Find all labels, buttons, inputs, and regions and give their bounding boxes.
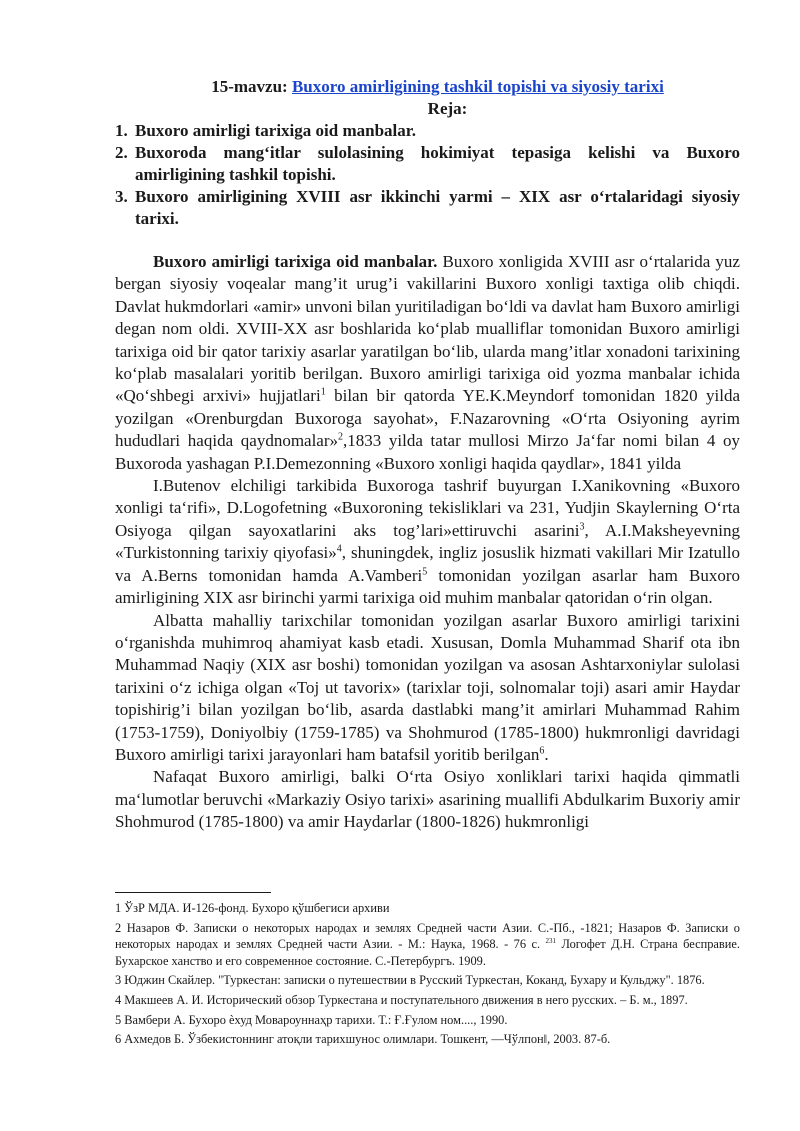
plan-item-number: 2. — [115, 143, 128, 162]
footnote-ref[interactable]: 3 — [579, 521, 585, 533]
footnote: 1 ЎзР МДА. И-126-фонд. Бухоро қўшбегиси архиви — [115, 901, 390, 915]
document-page — [115, 76, 740, 834]
plan-item — [115, 186, 740, 230]
paragraph-text: , A.I.Maksheyevning «Turkistonning tarixiy qiyofasi» — [115, 520, 740, 563]
topic-title-link[interactable]: Buxoro amirligining tashkil topishi va siyosiy tarixi — [291, 77, 664, 96]
plan-item — [115, 120, 740, 142]
plan-item-number: 1. — [115, 121, 128, 140]
paragraph-text: , shuningdek, ingliz josuslik hizmati vakillari Mir Izatullo va A.Berns tomonidan hamda A.Vamberi — [115, 543, 740, 585]
topic-prefix: 15-mavzu: — [211, 77, 292, 96]
paragraph-text: I.Butenov elchiligi tarkibida Buxoroga tashrif buyurgan I.Xanikovning «Buxoro xonligi ta‘rifi», D.Logofetning «Buxoroning tekisliklari va 231, Yudjin Skaylerning O‘rta Osiyoga qilgan sayoxatlarini aks tog’lari»ettiruvchi asarini — [115, 476, 740, 540]
topic-heading — [135, 76, 740, 98]
footnote: 6 Ахмедов Б. Ўзбекистоннинг атоқли тарихшунос олимлари. Тошкент, ―Чўлпонǁ, 2003. 87-б. — [115, 1032, 611, 1047]
footnote: 4 Макшеев А. И. Исторический обзор Туркестана и поступательного движения в него русских. – Б. м., 1897. — [115, 992, 688, 1007]
paragraph-text: Nafaqat Buxoro amirligi, balki O‘rta Osiyo xonliklari tarixi haqida qimmatli ma‘lumotlar beruvchi «Markaziy Osiyo tarixi» asarining muallifi Abdulkarim Buxoriy amir Shohmurod (1785-1800) va amir Haydarlar (1800-1826) hukmronligi — [115, 767, 740, 832]
plan-label: Reja: — [427, 99, 468, 118]
footnote-text: 2 Назаров Ф. Записки о некоторых народах и землях Средней части Азии. С.-Пб., -1821; Назаров Ф. Записки о некоторых народах и землях Средней части Азии. - М.: Наука, 1968. - 76 с. — [115, 920, 740, 952]
body-text — [115, 251, 740, 834]
paragraph-text: Albatta mahalliy tarixchilar tomonidan yozilgan asarlar Buxoro amirligi tarixini o‘rganishda muhimroq ahamiyat kasb etadi. Xususan, Domla Muhammad Sharif ota ibn Muhammad Naqiy (XIX asr boshi) tomonidan yozilgan va asosan Ashtarxoniylar sulolasi tarixini o‘z ichiga olgan «Toj ut tavorix» (tarixlar toji, solnomalar toji) asari amir Haydar topishirig’i bilan yozilgan bo‘lib, asarda dastlabki mang’it amirlari Muhammad Rahim (1753-1759), Doniyolbiy (1759-1785) va Shohmurod (1785-1800) hukmronligi davridagi Buxoro amirligi tarixi jarayonlari ham batafsil yoritib berilgan — [115, 610, 740, 764]
paragraph-text: Buxoro xonligida XVIII asr o‘rtalarida yuz bergan siyosiy voqealar mang’it urug’i vakillarini Buxoro xonligi taxtiga olib chiqdi. Davlat hukmdorlari «amir» unvoni bilan yuritiladigan bo‘ldi va davlat ham Buxoro amirligi degan nom oldi. XVIII-XX asr boshlarida ko‘plab mualliflar tomonidan Buxoro amirligi tarixiga oid bir qator tarixiy asarlar yaratilgan bo‘lib, ularda mang’itlar xonadoni tarixining ko‘plab masalalari yoritib berilgan. Buxoro amirligi tarixiga oid yozma manbalar ichida «Qo‘shbegi arxivi» hujjatlari — [115, 252, 740, 406]
footnote-ref[interactable]: 4 — [336, 543, 342, 555]
footnote-ref[interactable]: 1 — [320, 386, 326, 398]
paragraph-text: bilan bir qatorda YE.K.Meyndorf tomonidan 1820 yilda yozilgan «Orenburgdan Buxoroga sayohat», F.Nazarovning «O‘rta Osiyoning ayrim hududlari haqida qaydnomalar» — [115, 386, 740, 451]
footnote-ref[interactable]: 2 — [338, 431, 344, 443]
footnote-ref[interactable]: 6 — [539, 745, 545, 757]
paragraph — [115, 475, 740, 609]
footnote-ref[interactable]: 5 — [422, 566, 428, 578]
plan-item-text: Buxoro amirligi tarixiga oid manbalar. — [135, 121, 416, 140]
plan-item-text: Buxoroda mang‘itlar sulolasining hokimiyat tepasiga kelishi va Buxoro amirligining tashkil topishi. — [135, 143, 740, 184]
plan-list — [115, 120, 740, 230]
paragraph-text: . — [544, 744, 549, 764]
section-heading: Buxoro amirligi tarixiga oid manbalar. — [153, 252, 438, 271]
paragraph — [115, 251, 740, 475]
plan-item-number: 3. — [115, 187, 128, 206]
footnotes — [115, 900, 740, 1051]
footnote: 3 Юджин Скайлер. "Туркестан: записки о путешествии в Русский Туркестан, Коканд, Бухару и Кульджу". 1876. — [115, 973, 705, 988]
paragraph — [115, 610, 740, 767]
footnote — [115, 920, 740, 970]
plan-item — [115, 142, 740, 186]
footnote: 5 Вамбери А. Бухоро ѐхуд Мовароуннаҳр тарихи. Т.: Ғ.Ғулом ном...., 1990. — [115, 1012, 508, 1027]
paragraph-text: ,1833 yilda tatar mullosi Mirzo Ja‘far nomi bilan 4 oy Buxoroda yashagan P.I.Demezonning «Buxoro xonligi haqida qaydlar», 1841 yilda — [115, 431, 740, 473]
footnote-sup: 231 — [545, 937, 557, 946]
footnote-text: Логофет Д.Н. Страна бесправие. Бухарское ханство и его современное состояние. С.-Петербургъ. 1909. — [115, 937, 740, 968]
paragraph-text: tomonidan yozilgan asarlar ham Buxoro amirligining XIX asr birinchi yarmi tarixiga oid muhim manbalar qatoridan o‘rin olgan. — [115, 565, 740, 608]
paragraph — [115, 766, 740, 833]
footnote-divider — [115, 892, 271, 893]
plan-item-text: Buxoro amirligining XVIII asr ikkinchi yarmi – XIX asr o‘rtalaridagi siyosiy tarixi. — [135, 187, 740, 228]
